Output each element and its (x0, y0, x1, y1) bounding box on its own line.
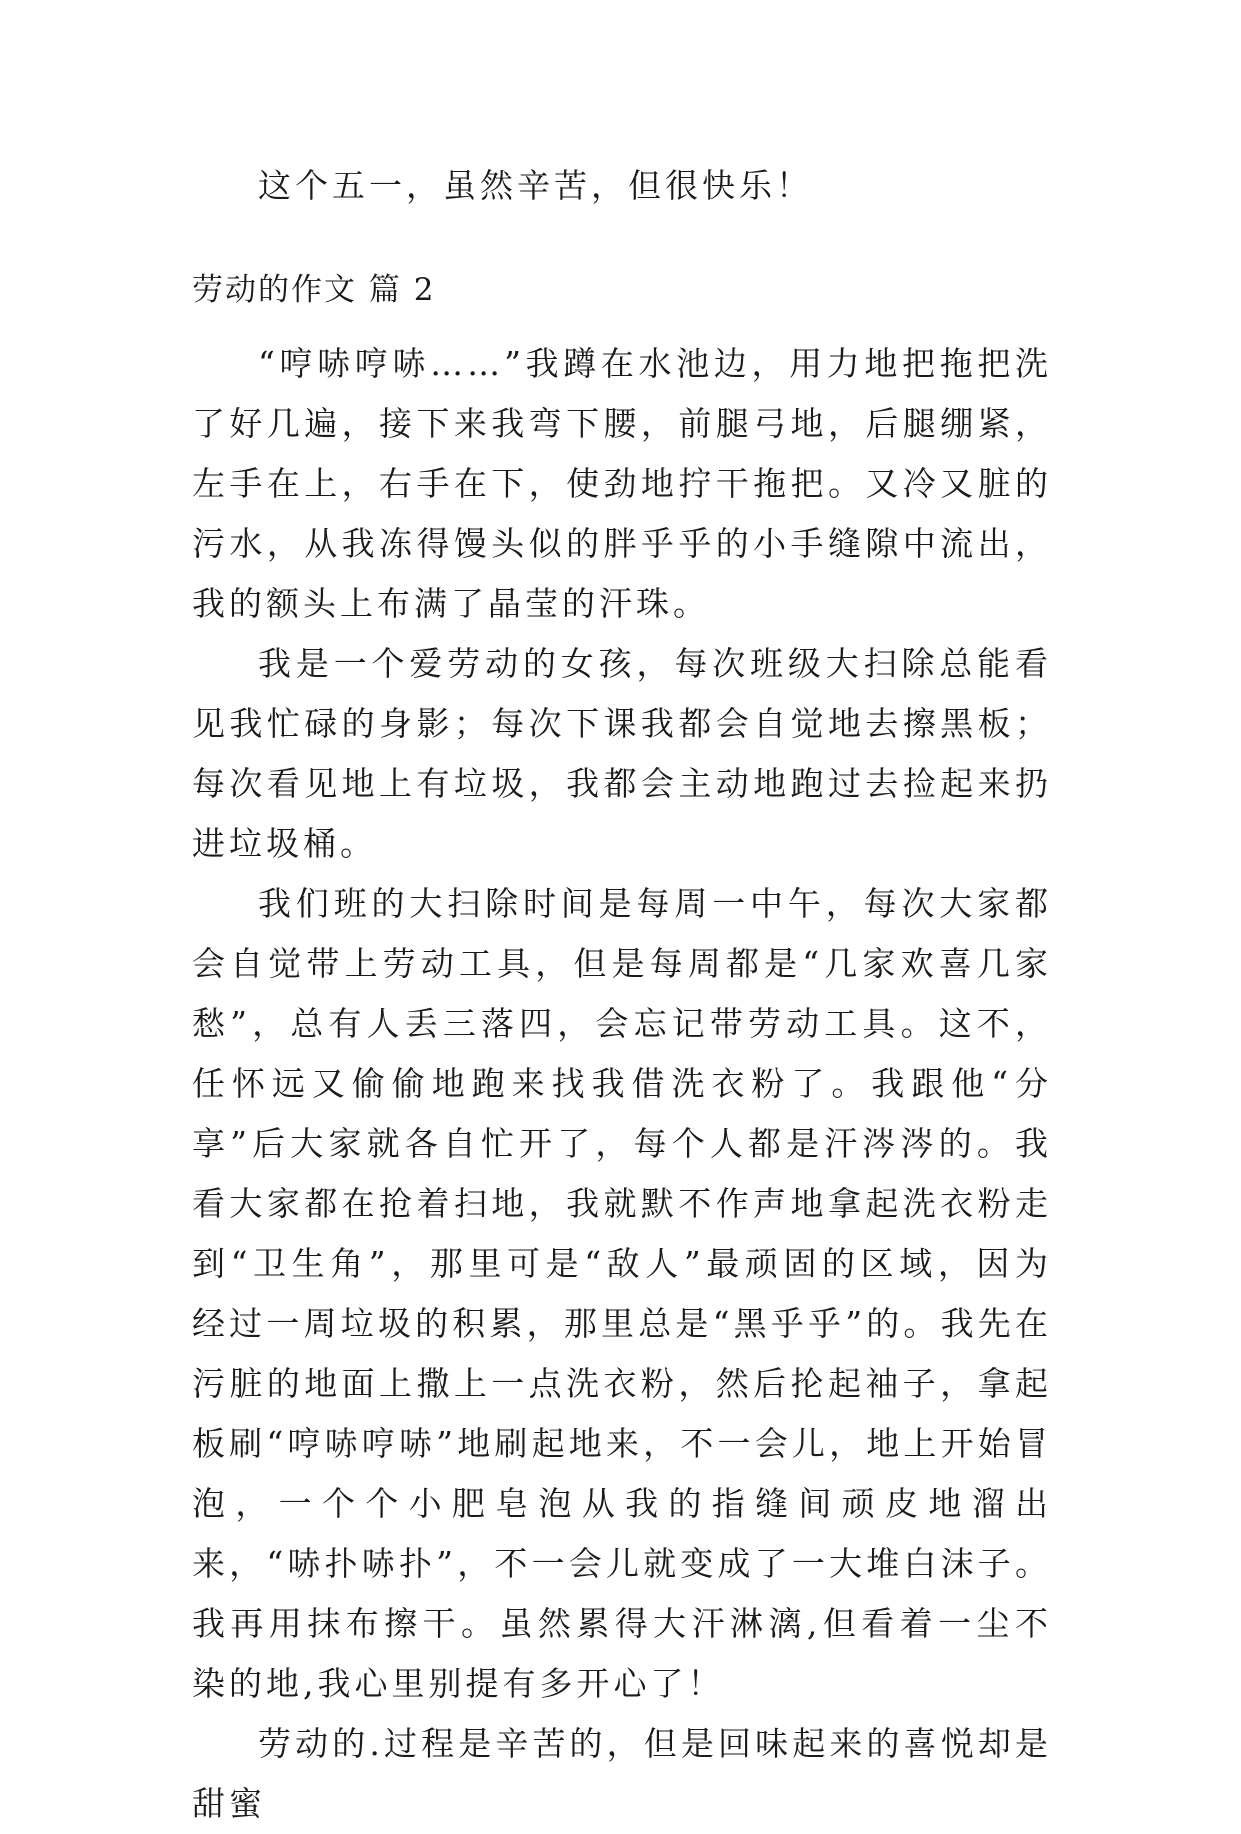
essay-paragraph: 劳动的.过程是辛苦的，但是回味起来的喜悦却是甜蜜 (192, 1724, 1052, 1823)
essay-paragraph: 我们班的大扫除时间是每周一中午，每次大家都会自觉带上劳动工具，但是每周都是“几家欢喜几家愁”，总有人丢三落四，会忘记带劳动工具。这不，任怀远又偷偷地跑来找我借洗衣粉了。我跟他“分享”后大家就各自忙开了，每个人都是汗涔涔的。我看大家都在抢着扫地，我就默不作声地拿起洗衣粉走到“卫生角”，那里可是“敌人”最顽固的区域，因为经过一周垃圾的积累，那里总是“黑乎乎”的。我先在污脏的地面上撒上一点洗衣粉，然后抡起袖子，拿起板刷“哼哧哼哧”地刷起地来，不一会儿，地上开始冒泡，一个个小肥皂泡从我的指缝间顽皮地溜出来，“哧扑哧扑”，不一会儿就变成了一大堆白沫子。我再用抹布擦干。虽然累得大汗淋漓,但看着一尘不染的地,我心里别提有多开心了！ (192, 884, 1052, 1703)
essay-paragraph: “哼哧哼哧……”我蹲在水池边，用力地把拖把洗了好几遍，接下来我弯下腰，前腿弓地，后腿绷紧，左手在上，右手在下，使劲地拧干拖把。又冷又脏的污水，从我冻得馒头似的胖乎乎的小手缝隙中流出，我的额头上布满了晶莹的汗珠。 (192, 344, 1052, 623)
essay-body (192, 334, 1052, 1834)
section-heading: 劳动的作文 篇 2 (192, 272, 436, 308)
essay-paragraph: 我是一个爱劳动的女孩，每次班级大扫除总能看见我忙碌的身影；每次下课我都会自觉地去擦黑板；每次看见地上有垃圾，我都会主动地跑过去捡起来扔进垃圾桶。 (192, 644, 1052, 863)
intro-paragraph: 这个五一，虽然辛苦，但很快乐！ (258, 166, 813, 205)
